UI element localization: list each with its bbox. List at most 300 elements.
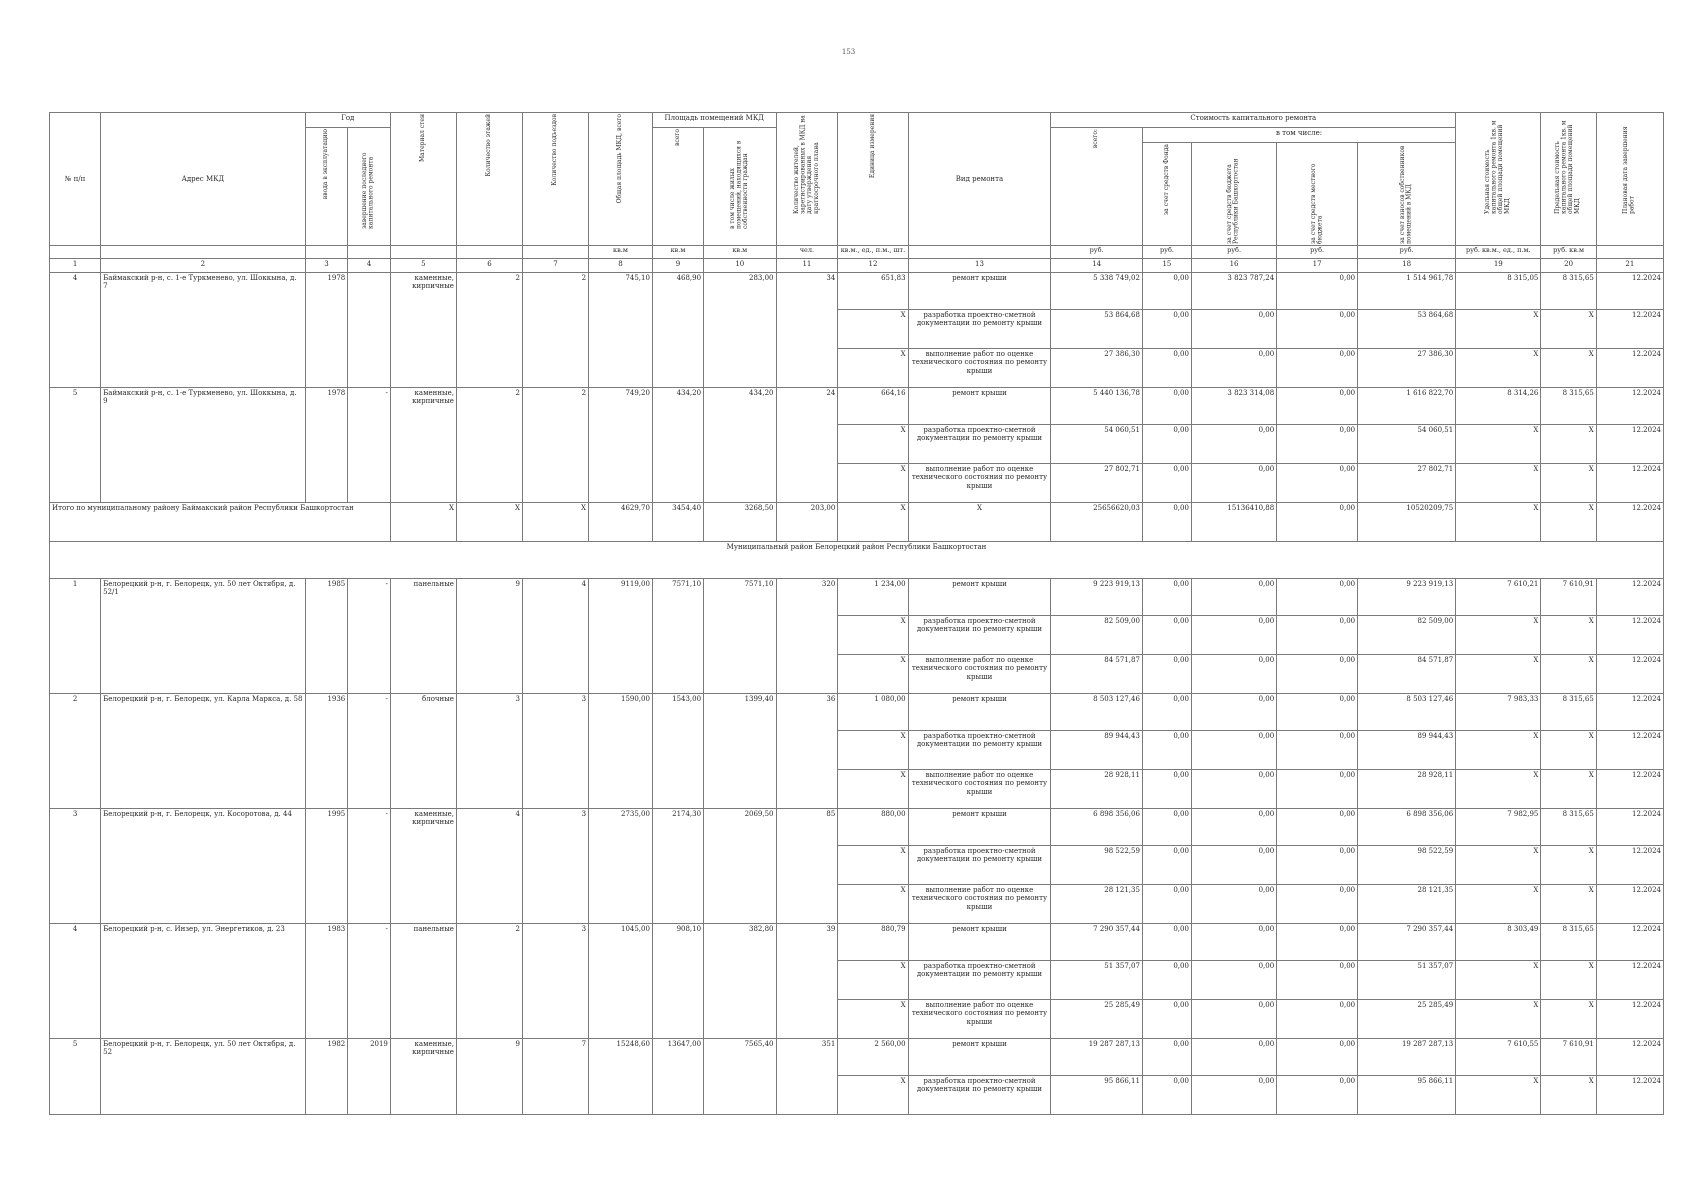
cost-local: 0,00 — [1277, 809, 1358, 846]
cost-owners: 82 509,00 — [1358, 616, 1456, 655]
column-number: 2 — [101, 259, 306, 273]
unit-cell: руб. кв.м., ед., п.м. — [1456, 246, 1541, 259]
planned-date: 12.2024 — [1596, 1039, 1663, 1076]
cost-local: 0,00 — [1277, 464, 1358, 503]
residential-area: 3268,50 — [704, 503, 776, 542]
specific-cost: 7 983,33 — [1456, 694, 1541, 731]
specific-cost: X — [1456, 310, 1541, 349]
cost-local: 0,00 — [1277, 310, 1358, 349]
unit-quantity: X — [838, 425, 908, 464]
unit-quantity: X — [838, 885, 908, 924]
planned-date: 12.2024 — [1596, 846, 1663, 885]
repair-type: ремонт крыши — [908, 694, 1051, 731]
unit-quantity: X — [838, 1000, 908, 1039]
cost-local: 0,00 — [1277, 770, 1358, 809]
cost-fund: 0,00 — [1142, 388, 1191, 425]
column-number: 7 — [522, 259, 588, 273]
max-cost: X — [1541, 616, 1596, 655]
cost-total: 19 287 287,13 — [1051, 1039, 1143, 1076]
column-number: 8 — [589, 259, 653, 273]
cost-owners: 28 121,35 — [1358, 885, 1456, 924]
cost-total: 89 944,43 — [1051, 731, 1143, 770]
repair-type: разработка проектно-сметной документации по ремонту крыши — [908, 846, 1051, 885]
header-entrances: Количество подъездов — [522, 113, 588, 246]
premises-area: 3454,40 — [652, 503, 703, 542]
cost-republic: 3 823 787,24 — [1191, 273, 1276, 310]
unit-quantity: X — [838, 1076, 908, 1115]
repair-type: ремонт крыши — [908, 924, 1051, 961]
planned-date: 12.2024 — [1596, 503, 1663, 542]
cost-total: 28 121,35 — [1051, 885, 1143, 924]
repair-type: разработка проектно-сметной документации по ремонту крыши — [908, 961, 1051, 1000]
cost-local: 0,00 — [1277, 503, 1358, 542]
entrances-count: 3 — [522, 694, 588, 809]
cost-owners: 6 898 356,06 — [1358, 809, 1456, 846]
total-x: X — [522, 503, 588, 542]
premises-area: 434,20 — [652, 388, 703, 503]
cost-local: 0,00 — [1277, 924, 1358, 961]
specific-cost: X — [1456, 731, 1541, 770]
row-number: 5 — [50, 1039, 101, 1115]
total-area: 1590,00 — [589, 694, 653, 809]
wall-material: каменные, кирпичные — [390, 388, 456, 503]
cost-republic: 0,00 — [1191, 1000, 1276, 1039]
planned-date: 12.2024 — [1596, 655, 1663, 694]
unit-cell: кв.м — [589, 246, 653, 259]
house-address: Баймакский р-н, с. 1-е Туркменево, ул. Шоккына, д. 9 — [101, 388, 306, 503]
cost-owners: 19 287 287,13 — [1358, 1039, 1456, 1076]
cost-total: 98 522,59 — [1051, 846, 1143, 885]
header-premises-residential: в том числе жилых помещений, находящихся в собственности граждан — [704, 128, 776, 246]
cost-local: 0,00 — [1277, 616, 1358, 655]
header-max-cost: Предельная стоимость капитального ремонта 1кв. м общей площади помещений МКД — [1541, 113, 1596, 246]
specific-cost: X — [1456, 1076, 1541, 1115]
max-cost: 8 315,65 — [1541, 388, 1596, 425]
planned-date: 12.2024 — [1596, 273, 1663, 310]
year-last-repair: - — [348, 579, 391, 694]
cost-owners: 25 285,49 — [1358, 1000, 1456, 1039]
house-address: Белорецкий р-н, с. Инзер, ул. Энергетиков, д. 23 — [101, 924, 306, 1039]
house-address: Белорецкий р-н, г. Белорецк, ул. 50 лет Октября, д. 52/1 — [101, 579, 306, 694]
unit-cell: кв.м., ед., п.м., шт. — [838, 246, 908, 259]
residential-area: 7571,10 — [704, 579, 776, 694]
cost-local: 0,00 — [1277, 1000, 1358, 1039]
floors-count: 2 — [456, 388, 522, 503]
cost-owners: 54 060,51 — [1358, 425, 1456, 464]
total-area: 745,10 — [589, 273, 653, 388]
header-republic: за счет средств бюджета Республики Башкортостан — [1191, 143, 1276, 246]
unit-quantity: X — [838, 770, 908, 809]
repair-type: разработка проектно-сметной документации по ремонту крыши — [908, 1076, 1051, 1115]
column-number: 9 — [652, 259, 703, 273]
cost-owners: 7 290 357,44 — [1358, 924, 1456, 961]
unit-quantity: 1 234,00 — [838, 579, 908, 616]
cost-local: 0,00 — [1277, 425, 1358, 464]
residents-count: 320 — [776, 579, 838, 694]
cost-owners: 8 503 127,46 — [1358, 694, 1456, 731]
premises-area: 7571,10 — [652, 579, 703, 694]
total-area: 2735,00 — [589, 809, 653, 924]
wall-material: каменные, кирпичные — [390, 809, 456, 924]
column-number: 20 — [1541, 259, 1596, 273]
cost-fund: 0,00 — [1142, 924, 1191, 961]
cost-fund: 0,00 — [1142, 846, 1191, 885]
unit-cell: руб. — [1051, 246, 1143, 259]
cost-owners: 95 866,11 — [1358, 1076, 1456, 1115]
specific-cost: X — [1456, 616, 1541, 655]
row-number: 5 — [50, 388, 101, 503]
repair-type: выполнение работ по оценке технического состояния по ремонту крыши — [908, 655, 1051, 694]
entrances-count: 2 — [522, 273, 588, 388]
repair-type: разработка проектно-сметной документации по ремонту крыши — [908, 425, 1051, 464]
repair-type: выполнение работ по оценке технического состояния по ремонту крыши — [908, 349, 1051, 388]
specific-cost: 8 303,49 — [1456, 924, 1541, 961]
header-residents: Количество жителей, зарегистрированных в МКД на дату утверждения краткосрочного плана — [776, 113, 838, 246]
specific-cost: X — [1456, 503, 1541, 542]
planned-date: 12.2024 — [1596, 464, 1663, 503]
cost-total: 53 864,68 — [1051, 310, 1143, 349]
year-commissioning: 1982 — [305, 1039, 348, 1115]
max-cost: X — [1541, 731, 1596, 770]
specific-cost: X — [1456, 846, 1541, 885]
cost-total: 51 357,07 — [1051, 961, 1143, 1000]
cost-owners: 9 223 919,13 — [1358, 579, 1456, 616]
cost-total: 9 223 919,13 — [1051, 579, 1143, 616]
table-row — [50, 579, 1664, 616]
max-cost: X — [1541, 503, 1596, 542]
planned-date: 12.2024 — [1596, 731, 1663, 770]
premises-area: 468,90 — [652, 273, 703, 388]
residents-count: 85 — [776, 809, 838, 924]
premises-area: 1543,00 — [652, 694, 703, 809]
max-cost: 8 315,65 — [1541, 924, 1596, 961]
cost-owners: 27 386,30 — [1358, 349, 1456, 388]
unit-quantity: 664,16 — [838, 388, 908, 425]
cost-local: 0,00 — [1277, 349, 1358, 388]
max-cost: X — [1541, 846, 1596, 885]
unit-cell: руб. — [1191, 246, 1276, 259]
floors-count: 3 — [456, 694, 522, 809]
header-cost: Стоимость капитального ремонта — [1051, 113, 1456, 128]
year-last-repair: - — [348, 809, 391, 924]
cost-local: 0,00 — [1277, 388, 1358, 425]
year-commissioning: 1983 — [305, 924, 348, 1039]
cost-total: 54 060,51 — [1051, 425, 1143, 464]
unit-quantity: 1 080,00 — [838, 694, 908, 731]
column-number: 15 — [1142, 259, 1191, 273]
wall-material: блочные — [390, 694, 456, 809]
unit-quantity: X — [838, 731, 908, 770]
cost-total: 27 802,71 — [1051, 464, 1143, 503]
column-number: 10 — [704, 259, 776, 273]
unit-cell: руб. — [1142, 246, 1191, 259]
floors-count: 4 — [456, 809, 522, 924]
cost-owners: 10520209,75 — [1358, 503, 1456, 542]
cost-owners: 1 616 822,70 — [1358, 388, 1456, 425]
cost-total: 28 928,11 — [1051, 770, 1143, 809]
planned-date: 12.2024 — [1596, 694, 1663, 731]
municipality-title: Муниципальный район Белорецкий район Республики Башкортостан — [50, 542, 1664, 579]
column-number: 18 — [1358, 259, 1456, 273]
year-commissioning: 1978 — [305, 273, 348, 388]
cost-republic: 0,00 — [1191, 1076, 1276, 1115]
planned-date: 12.2024 — [1596, 388, 1663, 425]
column-number: 4 — [348, 259, 391, 273]
residential-area: 1399,40 — [704, 694, 776, 809]
max-cost: X — [1541, 885, 1596, 924]
repair-type: выполнение работ по оценке технического состояния по ремонту крыши — [908, 770, 1051, 809]
cost-local: 0,00 — [1277, 694, 1358, 731]
header-owners: за счет взносов собственников помещений в МКД — [1358, 143, 1456, 246]
column-number: 13 — [908, 259, 1051, 273]
cost-owners: 51 357,07 — [1358, 961, 1456, 1000]
cost-fund: 0,00 — [1142, 1076, 1191, 1115]
repair-type: ремонт крыши — [908, 579, 1051, 616]
cost-republic: 0,00 — [1191, 349, 1276, 388]
cost-local: 0,00 — [1277, 846, 1358, 885]
header-fund: за счет средств Фонда — [1142, 143, 1191, 246]
unit-cell: руб. — [1277, 246, 1358, 259]
cost-fund: 0,00 — [1142, 694, 1191, 731]
column-number: 3 — [305, 259, 348, 273]
header-num: № п/п — [50, 113, 101, 246]
entrances-count: 4 — [522, 579, 588, 694]
unit-cell: руб. кв.м — [1541, 246, 1596, 259]
cost-local: 0,00 — [1277, 961, 1358, 1000]
cost-fund: 0,00 — [1142, 770, 1191, 809]
planned-date: 12.2024 — [1596, 349, 1663, 388]
cost-owners: 89 944,43 — [1358, 731, 1456, 770]
repair-type: ремонт крыши — [908, 1039, 1051, 1076]
specific-cost: X — [1456, 1000, 1541, 1039]
header-premises-total: всего — [652, 128, 703, 246]
cost-fund: 0,00 — [1142, 310, 1191, 349]
unit-quantity: X — [838, 503, 908, 542]
floors-count: 9 — [456, 1039, 522, 1115]
table-row — [50, 694, 1664, 731]
specific-cost: X — [1456, 770, 1541, 809]
max-cost: 7 610,91 — [1541, 579, 1596, 616]
residents-count: 24 — [776, 388, 838, 503]
wall-material: каменные, кирпичные — [390, 273, 456, 388]
cost-republic: 0,00 — [1191, 579, 1276, 616]
residents-count: 203,00 — [776, 503, 838, 542]
max-cost: X — [1541, 655, 1596, 694]
table-row — [50, 809, 1664, 846]
residents-count: 351 — [776, 1039, 838, 1115]
header-unit: Единица измерения — [838, 113, 908, 246]
header-including: в том числе: — [1142, 128, 1455, 143]
header-repair-type: Вид ремонта — [908, 113, 1051, 246]
year-last-repair: - — [348, 694, 391, 809]
cost-owners: 84 571,87 — [1358, 655, 1456, 694]
cost-fund: 0,00 — [1142, 425, 1191, 464]
cost-local: 0,00 — [1277, 273, 1358, 310]
cost-fund: 0,00 — [1142, 579, 1191, 616]
cost-owners: 53 864,68 — [1358, 310, 1456, 349]
cost-fund: 0,00 — [1142, 885, 1191, 924]
cost-fund: 0,00 — [1142, 731, 1191, 770]
planned-date: 12.2024 — [1596, 616, 1663, 655]
max-cost: 8 315,65 — [1541, 273, 1596, 310]
cost-republic: 15136410,88 — [1191, 503, 1276, 542]
capital-repair-table — [49, 112, 1664, 1115]
column-number: 19 — [1456, 259, 1541, 273]
total-x: X — [456, 503, 522, 542]
column-number: 12 — [838, 259, 908, 273]
residential-area: 382,80 — [704, 924, 776, 1039]
header-local: за счет средств местного бюджета — [1277, 143, 1358, 246]
district-total-label: Итого по муниципальному району Баймакский район Республики Башкортостан — [50, 503, 391, 542]
cost-republic: 0,00 — [1191, 770, 1276, 809]
cost-total: 5 440 136,78 — [1051, 388, 1143, 425]
cost-republic: 0,00 — [1191, 655, 1276, 694]
cost-republic: 0,00 — [1191, 1039, 1276, 1076]
cost-total: 95 866,11 — [1051, 1076, 1143, 1115]
cost-republic: 0,00 — [1191, 616, 1276, 655]
cost-total: 5 338 749,02 — [1051, 273, 1143, 310]
planned-date: 12.2024 — [1596, 809, 1663, 846]
row-number: 3 — [50, 809, 101, 924]
max-cost: X — [1541, 464, 1596, 503]
specific-cost: 8 314,26 — [1456, 388, 1541, 425]
planned-date: 12.2024 — [1596, 1076, 1663, 1115]
planned-date: 12.2024 — [1596, 1000, 1663, 1039]
year-last-repair: - — [348, 924, 391, 1039]
column-number: 16 — [1191, 259, 1276, 273]
header-floors: Количество этажей — [456, 113, 522, 246]
total-area: 749,20 — [589, 388, 653, 503]
header-year-commissioning: ввода в эксплуатацию — [305, 128, 348, 246]
header-year: Год — [305, 113, 390, 128]
repair-type: разработка проектно-сметной документации по ремонту крыши — [908, 616, 1051, 655]
cost-owners: 98 522,59 — [1358, 846, 1456, 885]
year-commissioning: 1978 — [305, 388, 348, 503]
floors-count: 2 — [456, 924, 522, 1039]
specific-cost: X — [1456, 961, 1541, 1000]
max-cost: X — [1541, 425, 1596, 464]
table-row — [50, 924, 1664, 961]
year-last-repair: - — [348, 388, 391, 503]
max-cost: 8 315,65 — [1541, 809, 1596, 846]
header-total-area: Общая площадь МКД, всего — [589, 113, 653, 246]
specific-cost: 7 610,21 — [1456, 579, 1541, 616]
cost-republic: 0,00 — [1191, 924, 1276, 961]
planned-date: 12.2024 — [1596, 770, 1663, 809]
cost-local: 0,00 — [1277, 885, 1358, 924]
district-total-row — [50, 503, 1664, 542]
house-address: Белорецкий р-н, г. Белорецк, ул. Карла Маркса, д. 58 — [101, 694, 306, 809]
residents-count: 39 — [776, 924, 838, 1039]
column-number: 6 — [456, 259, 522, 273]
header-wall-material: Материал стен — [390, 113, 456, 246]
planned-date: 12.2024 — [1596, 885, 1663, 924]
unit-quantity: 651,83 — [838, 273, 908, 310]
repair-type: разработка проектно-сметной документации по ремонту крыши — [908, 731, 1051, 770]
cost-total: 82 509,00 — [1051, 616, 1143, 655]
cost-fund: 0,00 — [1142, 655, 1191, 694]
column-number: 11 — [776, 259, 838, 273]
cost-fund: 0,00 — [1142, 809, 1191, 846]
max-cost: X — [1541, 310, 1596, 349]
cost-local: 0,00 — [1277, 731, 1358, 770]
municipality-row — [50, 542, 1664, 579]
cost-republic: 0,00 — [1191, 694, 1276, 731]
cost-fund: 0,00 — [1142, 616, 1191, 655]
row-number: 2 — [50, 694, 101, 809]
table-row — [50, 388, 1664, 425]
total-area: 4629,70 — [589, 503, 653, 542]
repair-type: выполнение работ по оценке технического состояния по ремонту крыши — [908, 1000, 1051, 1039]
unit-cell: кв.м — [652, 246, 703, 259]
unit-quantity: X — [838, 464, 908, 503]
house-address: Белорецкий р-н, г. Белорецк, ул. 50 лет Октября, д. 52 — [101, 1039, 306, 1115]
unit-quantity: X — [838, 310, 908, 349]
residents-count: 36 — [776, 694, 838, 809]
max-cost: X — [1541, 961, 1596, 1000]
specific-cost: 7 982,95 — [1456, 809, 1541, 846]
cost-republic: 0,00 — [1191, 885, 1276, 924]
unit-cell: чел. — [776, 246, 838, 259]
floors-count: 9 — [456, 579, 522, 694]
cost-total: 8 503 127,46 — [1051, 694, 1143, 731]
column-number: 14 — [1051, 259, 1143, 273]
repair-type: выполнение работ по оценке технического состояния по ремонту крыши — [908, 885, 1051, 924]
total-area: 9119,00 — [589, 579, 653, 694]
unit-cell: руб. — [1358, 246, 1456, 259]
premises-area: 2174,30 — [652, 809, 703, 924]
column-number: 17 — [1277, 259, 1358, 273]
header-planned-date: Плановая дата завершения работ — [1596, 113, 1663, 246]
repair-type: ремонт крыши — [908, 809, 1051, 846]
floors-count: 2 — [456, 273, 522, 388]
cost-total: 84 571,87 — [1051, 655, 1143, 694]
house-address: Баймакский р-н, с. 1-е Туркменево, ул. Шоккына, д. 7 — [101, 273, 306, 388]
wall-material: панельные — [390, 579, 456, 694]
cost-owners: 1 514 961,78 — [1358, 273, 1456, 310]
capital-repair-table-sheet — [49, 112, 1664, 1094]
cost-owners: 27 802,71 — [1358, 464, 1456, 503]
row-number: 4 — [50, 273, 101, 388]
residential-area: 7565,40 — [704, 1039, 776, 1115]
cost-local: 0,00 — [1277, 1039, 1358, 1076]
cost-local: 0,00 — [1277, 1076, 1358, 1115]
column-number: 21 — [1596, 259, 1663, 273]
repair-type: X — [908, 503, 1051, 542]
cost-total: 25656620,03 — [1051, 503, 1143, 542]
cost-total: 6 898 356,06 — [1051, 809, 1143, 846]
specific-cost: X — [1456, 349, 1541, 388]
house-address: Белорецкий р-н, г. Белорецк, ул. Косоротова, д. 44 — [101, 809, 306, 924]
premises-area: 13647,00 — [652, 1039, 703, 1115]
year-last-repair: 2019 — [348, 1039, 391, 1115]
max-cost: 8 315,65 — [1541, 694, 1596, 731]
cost-owners: 28 928,11 — [1358, 770, 1456, 809]
planned-date: 12.2024 — [1596, 310, 1663, 349]
unit-cell: кв.м — [704, 246, 776, 259]
header-address: Адрес МКД — [101, 113, 306, 246]
cost-total: 27 386,30 — [1051, 349, 1143, 388]
unit-quantity: X — [838, 655, 908, 694]
planned-date: 12.2024 — [1596, 579, 1663, 616]
cost-republic: 0,00 — [1191, 310, 1276, 349]
cost-republic: 3 823 314,08 — [1191, 388, 1276, 425]
specific-cost: X — [1456, 464, 1541, 503]
repair-type: ремонт крыши — [908, 388, 1051, 425]
header-cost-total: всего: — [1051, 128, 1143, 246]
column-number: 5 — [390, 259, 456, 273]
cost-fund: 0,00 — [1142, 464, 1191, 503]
